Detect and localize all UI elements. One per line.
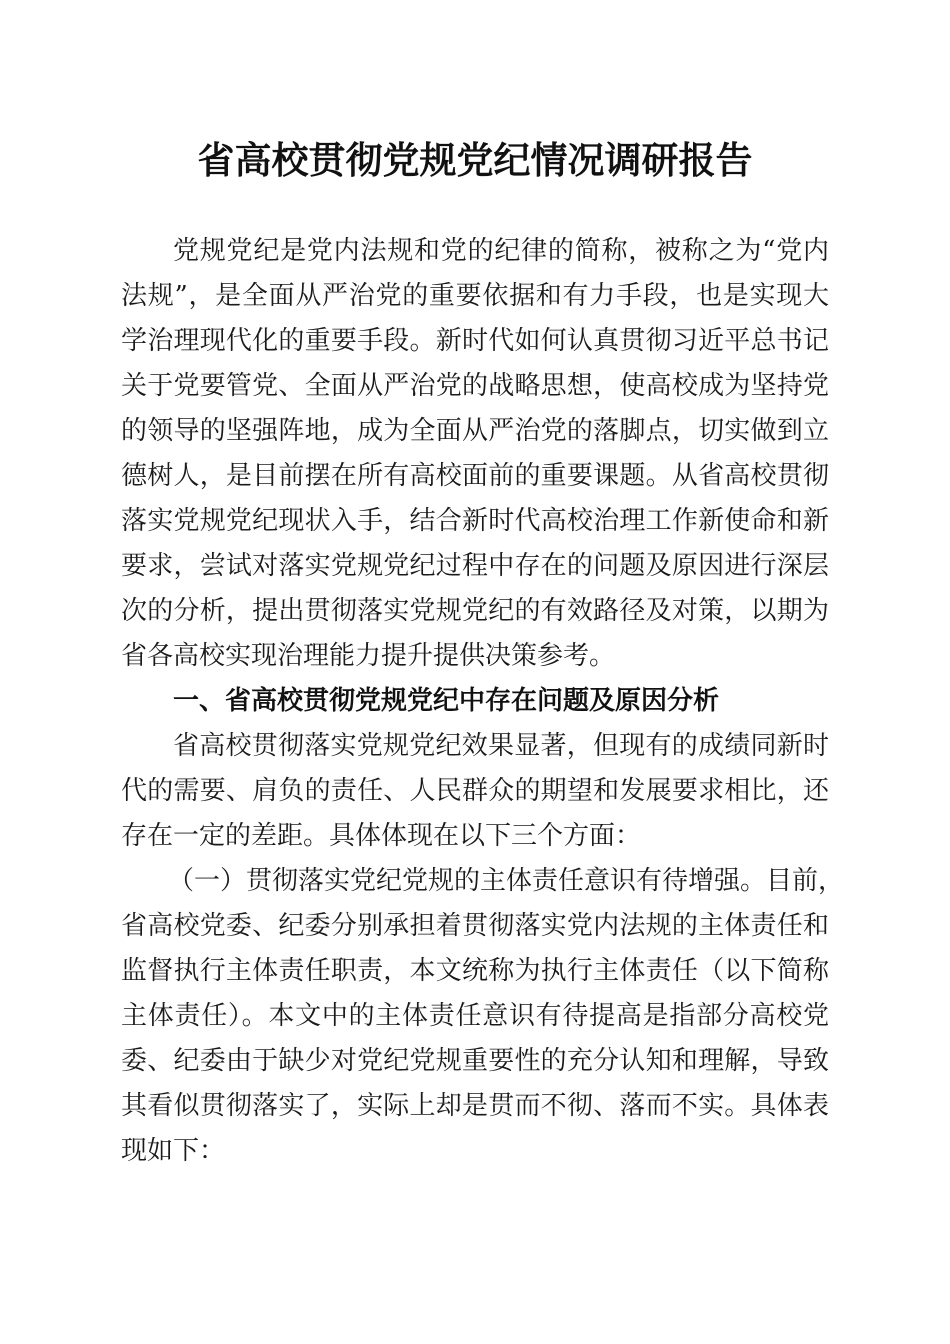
- intro-line: 学治理现代化的重要手段。新时代如何认真贯彻习近平总书记: [121, 326, 829, 356]
- intro-line: 落实党规党纪现状入手，结合新时代高校治理工作新使命和新: [121, 506, 829, 536]
- intro-line: 次的分析，提出贯彻落实党规党纪的有效路径及对策，以期为: [121, 596, 829, 626]
- intro-line: 德树人，是目前摆在所有高校面前的重要课题。从省高校贯彻: [121, 461, 829, 491]
- intro-line: 关于党要管党、全面从严治党的战略思想，使高校成为坚持党: [121, 371, 829, 401]
- section1-line: 省高校贯彻落实党规党纪效果显著，但现有的成绩同新时: [173, 731, 829, 761]
- section1-line: 代的需要、肩负的责任、人民群众的期望和发展要求相比，还: [121, 776, 829, 806]
- section-heading: 一、省高校贯彻党规党纪中存在问题及原因分析: [173, 686, 720, 716]
- sub1-line: 主体责任）。本文中的主体责任意识有待提高是指部分高校党: [121, 1001, 829, 1031]
- intro-line: 法规”，是全面从严治党的重要依据和有力手段，也是实现大: [121, 281, 829, 311]
- sub1-line: （一）贯彻落实党纪党规的主体责任意识有待增强。目前，: [168, 866, 845, 896]
- intro-line: 的领导的坚强阵地，成为全面从严治党的落脚点，切实做到立: [121, 416, 829, 446]
- intro-line: 要求，尝试对落实党规党纪过程中存在的问题及原因进行深层: [121, 551, 829, 581]
- sub1-line: 监督执行主体责任职责，本文统称为执行主体责任（以下简称: [121, 956, 829, 986]
- sub1-line: 委、纪委由于缺少对党纪党规重要性的充分认知和理解，导致: [121, 1046, 829, 1076]
- sub1-line: 其看似贯彻落实了，实际上却是贯而不彻、落而不实。具体表: [121, 1091, 829, 1121]
- sub1-line: 现如下：: [121, 1136, 226, 1166]
- section1-line: 存在一定的差距。具体体现在以下三个方面：: [121, 821, 642, 851]
- document-title: 省高校贯彻党规党纪情况调研报告: [197, 138, 753, 182]
- intro-line: 党规党纪是党内法规和党的纪律的简称，被称之为“党内: [173, 236, 829, 266]
- intro-line: 省各高校实现治理能力提升提供决策参考。: [121, 641, 616, 671]
- sub1-line: 省高校党委、纪委分别承担着贯彻落实党内法规的主体责任和: [121, 911, 829, 941]
